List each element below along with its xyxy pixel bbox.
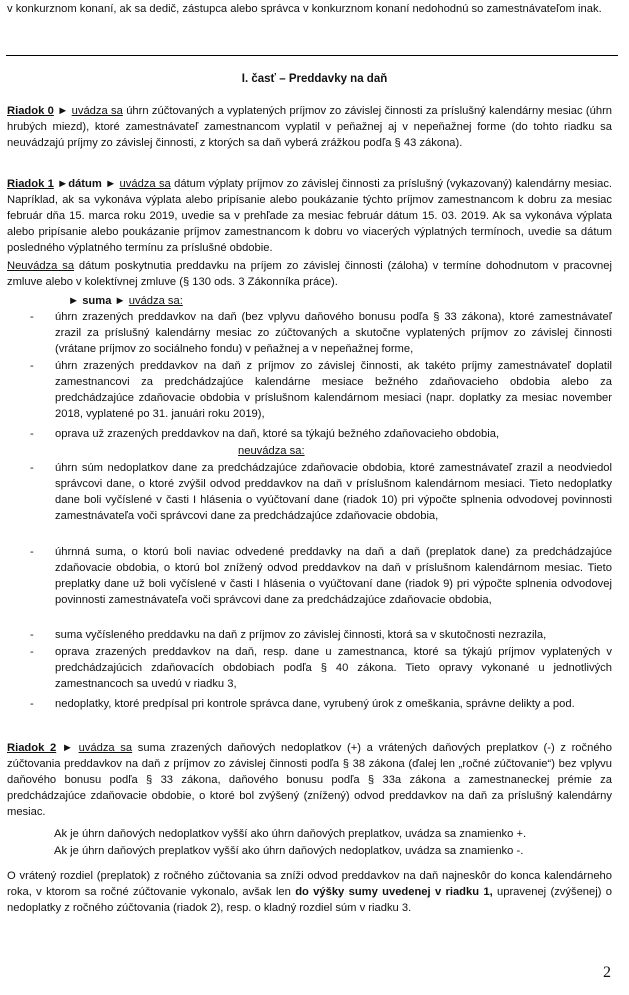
list-bullet: - <box>30 462 34 474</box>
neuvadza-sa-subheading <box>238 443 629 459</box>
list-bullet: - <box>30 629 34 641</box>
list-item: úhrnná suma, o ktorú boli naviac odvedené preddavky na daň a daň (preplatok dane) za predchádzajúce zdaňovacie obdobia, o ktorú bol znížený odvod preddavkov na daň v príslušnom kalendárnom mesiac. Tieto preplatky dane už boli vyčíslené v časti I hlásenia o vyúčtovaní dane (riadok 9) pri výpočte splnenia odvodovej povinnosti zamestnávateľa voči správcovi dane za predchádzajúce zdaňovacie obdobia, <box>55 546 612 606</box>
list-item: úhrn súm nedoplatkov dane za predchádzajúce zdaňovacie obdobia, ktoré zamestnávateľ zrazil a neodviedol správcovi dane, o ktoré zvýšil odvod preddavkov na daň v príslušnom kalendárnom mesiaci. Tieto nedoplatky dane boli vyčíslené v časti I hlásenia o vyúčtovaní dane (riadok 10) pri výpočte splnenia odvodovej povinnosti zamestnávateľa voči správcovi dane za predchádzajúce zdaňovacie obdobia, <box>55 462 612 522</box>
suma-verb: uvádza sa: <box>128 295 183 307</box>
riadok-0-text: úhrn zúčtovaných a vyplatených príjmov zo závislej činnosti za príslušný kalendárny mesiac (úhrn hrubých miezd), ktoré zamestnávateľ zamestnancom vyplatil v peňažnej aj v nepeňažnej forme (do tohto riadku sa neuvádzajú príjmy zo závislej činnosti, z ktorých sa daň vyberá zrážkou podľa § 43 zákona). <box>7 105 613 149</box>
datum-label: dátum <box>68 178 102 190</box>
list-item: úhrn zrazených preddavkov na daň z príjmov zo závislej činnosti, ak takéto príjmy zamestnávateľ doplatil zamestnancovi za predchádzajúce kalendárne mesiace bežného zdaňovacieho obdobia alebo za predchádzajúce zdaňovacie obdobia v príslušnom kalendárnom mesiaci (napr. doplatky za mesiac november 2018, vyplatené po 31. januári roku 2019), <box>55 360 612 420</box>
riadok-1-verb: uvádza sa <box>119 178 171 190</box>
neuvadza-label: Neuvádza sa <box>7 260 75 272</box>
section-title: I. časť – Preddavky na daň <box>241 73 388 85</box>
suma-heading <box>68 293 628 309</box>
list-item: nedoplatky, ktoré predpísal pri kontrole správca dane, vyrubený úrok z omeškania, správne delikty a pod. <box>55 698 575 710</box>
list-bullet: - <box>30 646 34 658</box>
arrow-icon: ► <box>114 295 126 307</box>
list-bullet: - <box>30 546 34 558</box>
list-bullet: - <box>30 698 34 710</box>
list-bullet: - <box>30 311 34 323</box>
riadok-1-label: Riadok 1 <box>7 178 54 190</box>
riadok-0-paragraph <box>7 103 612 151</box>
riadok-2-note-1: Ak je úhrn daňových nedoplatkov vyšší ako úhrn daňových preplatkov, uvádza sa znamienko +. <box>54 828 527 840</box>
arrow-icon: ► <box>105 178 117 190</box>
neuvadza-sa-label: neuvádza sa: <box>238 445 305 457</box>
arrow-icon: ► <box>68 295 80 307</box>
riadok-2-verb: uvádza sa <box>78 742 133 754</box>
arrow-icon: ► <box>57 178 69 190</box>
list-item: úhrn zrazených preddavkov na daň (bez vplyvu daňového bonusu podľa § 33 zákona), ktoré zamestnávateľ zrazil za príslušný kalendárny mesiac zo zúčtovaných a skutočne vyplatených príjmov zo závislej činnosti (vrátane príjmov zo sociálneho fondu) v peňažnej a v nepeňažnej forme, <box>55 311 612 355</box>
final-text-end: upravenej (zvýšenej) o nedoplatky z ročného zúčtovania (riadok 2), resp. o kladný rozdiel súm v riadku 3. <box>7 886 612 914</box>
riadok-1-paragraph <box>7 176 612 256</box>
riadok-2-text: suma zrazených daňových nedoplatkov (+) a vrátených daňových preplatkov (-) z ročného zúčtovania preddavkov na daň z príjmov zo závislej činnosti podľa § 38 zákona (ďalej len „ročné zúčtovanie“) bez vplyvu daňového bonusu podľa § 33 zákona, daňového bonusu podľa § 33a zákona a zamestnaneckej prémie za predchádzajúce zdaňovacie obdobie, o ktoré bol zvýšený (znížený) odvod preddavkov na daň za príslušný kalendárny mesiac. <box>7 742 613 818</box>
neuvadza-paragraph <box>7 258 612 290</box>
list-bullet: - <box>30 360 34 372</box>
final-paragraph <box>7 868 612 916</box>
arrow-icon: ► <box>57 105 69 117</box>
page-number: 2 <box>603 964 611 981</box>
suma-label: suma <box>82 295 112 307</box>
riadok-2-label: Riadok 2 <box>7 742 57 754</box>
riadok-2-note-2: Ak je úhrn daňových preplatkov vyšší ako úhrn daňových nedoplatkov, uvádza sa znamienko -. <box>54 845 524 857</box>
final-text-bold: do výšky sumy uvedenej v riadku 1, <box>295 886 493 898</box>
riadok-0-verb: uvádza sa <box>71 105 123 117</box>
riadok-0-label: Riadok 0 <box>7 105 54 117</box>
divider-line <box>6 55 618 56</box>
list-item: oprava zrazených preddavkov na daň, resp. dane u zamestnanca, ktoré sa týkajú príjmov vyplatených v predchádzajúcich zdaňovacích obdobiach podľa § 40 zákona. Tieto opravy vykonané u jednotlivých zamestnancoch sa uvedú v riadku 3, <box>55 646 612 690</box>
riadok-2-paragraph <box>7 740 612 820</box>
list-item: suma vyčísleného preddavku na daň z príjmov zo závislej činnosti, ktorá sa v skutočnosti nezrazila, <box>55 629 547 641</box>
top-paragraph: v konkurznom konaní, ak sa dedič, zástupca alebo správca v konkurznom konaní nedohodnú so zamestnávateľom inak. <box>7 3 602 15</box>
list-item: oprava už zrazených preddavkov na daň, ktoré sa týkajú bežného zdaňovacieho obdobia, <box>55 428 500 440</box>
neuvadza-text: dátum poskytnutia preddavku na príjem zo závislej činnosti (záloha) v termíne dohodnutom v pracovnej zmluve alebo v kolektívnej zmluve (§ 130 ods. 3 Zákonníka práce). <box>7 260 612 288</box>
riadok-1-text: dátum výplaty príjmov zo závislej činnosti za príslušný (vykazovaný) kalendárny mesiac. Napríklad, ak sa vykonáva výplata alebo pripísanie alebo poukázanie týchto príjmov zamestnancom k dobru za mesiac február dňa 15. marca roku 2019, uvedie sa v prehľade za mesiac február dátum 15. 03. 2019. Ak sa vykonáva výplata alebo pripísanie alebo poukázanie príjmov zamestnancom k dobru vo viacerých výplatných termínoch, uvedie sa dátum posledného výplatného termínu za príslušné obdobie. <box>7 178 613 254</box>
arrow-icon: ► <box>61 742 73 754</box>
final-text-start: O vrátený rozdiel (preplatok) z ročného zúčtovania sa zníži odvod preddavkov na daň najneskôr do konca kalendárneho roka, v ktorom sa ročné zúčtovanie vykonalo, avšak len <box>7 870 612 898</box>
list-bullet: - <box>30 428 34 440</box>
